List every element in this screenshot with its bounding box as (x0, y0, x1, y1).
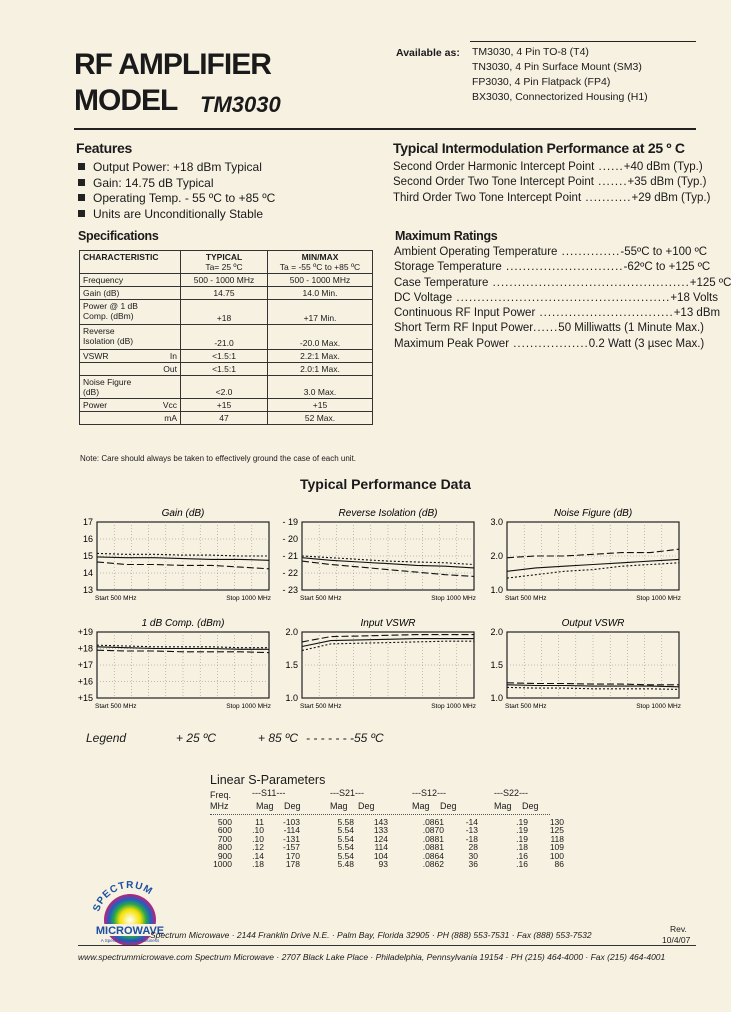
x-stop-label: Stop 1000 MHz (431, 595, 476, 602)
sparams-group-s12: ---S12--- (412, 788, 447, 798)
sparam-cell: 700 (217, 833, 232, 844)
sparam-cell: -18 (465, 833, 478, 844)
sparam-cell: .0870 (422, 825, 444, 836)
series-line (302, 639, 474, 647)
chart-title: Gain (dB) (161, 508, 205, 519)
max-ratings-heading: Maximum Ratings (395, 229, 498, 243)
line-label: Storage Temperature (394, 261, 502, 274)
bullet-icon (78, 179, 85, 186)
sparams-sub-s12: Mag Deg (412, 801, 457, 811)
sparam-cell: 36 (468, 859, 478, 870)
sparam-cell: -103 (282, 817, 300, 827)
footer-date: 10/4/07 (662, 935, 691, 945)
header-rule (74, 128, 696, 130)
table-row (80, 287, 373, 300)
logo-name: MICROWAVE (95, 925, 165, 937)
sparam-cell: 130 (549, 817, 564, 827)
tick-label: +18 (77, 643, 93, 654)
table-row (80, 376, 373, 399)
line-value: +40 dBm (Typ.) (623, 161, 703, 173)
tick-label: 15 (82, 551, 93, 561)
table-row (80, 350, 373, 363)
sparams-sub-s21: Mag Deg (330, 801, 375, 811)
cell-typical: <2.0 (181, 376, 268, 399)
cell-minmax: +17 Min. (268, 300, 373, 325)
chart-title: Input VSWR (360, 618, 416, 629)
cell-minmax: -20.0 Max. (268, 325, 373, 350)
legend-25: + 25 ºC (176, 731, 217, 745)
tick-label: 3.0 (490, 517, 503, 527)
spec-line (394, 306, 721, 321)
sparam-cell: 800 (217, 842, 232, 853)
sparam-cell: 133 (373, 825, 388, 836)
sparam-cell: .0881 (422, 842, 444, 853)
sparams-sub-s22: Mag Deg (494, 801, 539, 811)
feature-text: Output Power: +18 dBm Typical (93, 160, 262, 174)
sparam-cell: 86 (554, 859, 564, 870)
specs-note: Note: Care should always be taken to effectively ground the case of each unit. (80, 454, 357, 463)
list-item (78, 160, 275, 176)
x-stop-label: Stop 1000 MHz (431, 703, 476, 710)
spec-line (394, 245, 708, 260)
cell-characteristic: Gain (dB) (80, 287, 151, 300)
tick-label: - 19 (282, 517, 298, 527)
chart-title: Reverse Isolation (dB) (338, 508, 438, 519)
sparam-cell: .18 (516, 842, 528, 853)
sparams-group-s21: ---S21--- (330, 788, 365, 798)
cell-characteristic: Frequency (80, 274, 151, 287)
feature-text: Operating Temp. - 55 ºC to +85 ºC (93, 191, 276, 205)
cell-sub (150, 287, 181, 300)
cell-sub: Out (150, 363, 181, 376)
cell-minmax: 2.0:1 Max. (268, 363, 373, 376)
performance-heading: Typical Performance Data (300, 476, 471, 492)
sparams-mhz-label: MHz (210, 801, 229, 811)
tick-label: +16 (77, 676, 93, 687)
bullet-icon (78, 210, 85, 217)
x-stop-label: Stop 1000 MHz (636, 703, 681, 710)
chart-6 (490, 618, 681, 710)
cell-characteristic: Reverse Isolation (dB) (80, 325, 151, 350)
cell-sub (150, 300, 181, 325)
sparam-cell: .10 (252, 833, 264, 844)
x-start-label: Start 500 MHz (505, 595, 547, 602)
sparams-rule (210, 814, 550, 815)
leader-dots: .................. (509, 337, 589, 350)
sparam-cell: 5.54 (337, 825, 354, 836)
sparam-cell: -13 (465, 825, 478, 836)
cell-minmax: 500 - 1000 MHz (268, 274, 373, 287)
tick-label: 1.0 (285, 693, 298, 703)
sparam-cell: 30 (468, 850, 478, 861)
leader-dots: ....... (593, 176, 628, 189)
sparam-cell: 178 (285, 859, 300, 870)
cell-typical: <1.5:1 (181, 363, 268, 376)
available-list (472, 45, 648, 105)
sparam-cell: .18 (252, 859, 264, 870)
sparam-cell: 170 (285, 850, 300, 861)
list-item (78, 207, 275, 223)
tick-label: 1.0 (490, 693, 503, 703)
series-line (302, 558, 474, 568)
sparams-freq-label: Freq. (210, 790, 232, 800)
leader-dots: ...... (594, 161, 624, 173)
cell-minmax: 14.0 Min. (268, 287, 373, 300)
footer-rev: Rev. (670, 924, 687, 934)
line-label: Short Term RF Input Power (394, 322, 534, 335)
sparam-cell: 109 (549, 842, 564, 853)
charts-area (60, 500, 710, 725)
cell-characteristic (80, 363, 151, 376)
sparam-cell: .10 (252, 825, 264, 836)
available-label: Available as: (396, 47, 460, 59)
cell-characteristic: Power @ 1 dB Comp. (dBm) (80, 300, 151, 325)
tick-label: 17 (82, 517, 93, 527)
line-value: +29 dBm (Typ.) (631, 191, 711, 204)
sparam-cell: 5.54 (337, 833, 354, 844)
available-item: BX3030, Connectorized Housing (H1) (472, 91, 648, 103)
table-header-row (80, 251, 373, 274)
available-item: TM3030, 4 Pin TO-8 (T4) (472, 46, 589, 58)
tick-label: +15 (77, 693, 93, 703)
sparam-cell: 5.58 (337, 817, 354, 827)
tick-label: 1.5 (285, 660, 298, 670)
logo-tagline: A Spectrum Control Business (100, 938, 160, 943)
line-value: +18 Volts (670, 291, 718, 304)
tick-label: - 21 (282, 551, 298, 561)
line-label: Ambient Operating Temperature (394, 246, 558, 258)
spec-line (394, 321, 705, 336)
list-item (78, 191, 275, 207)
leader-dots: ............................ (501, 261, 624, 274)
x-stop-label: Stop 1000 MHz (226, 595, 271, 602)
title-line2: MODEL (74, 84, 178, 117)
tick-label: 2.0 (490, 551, 503, 561)
sparam-cell: .12 (252, 842, 264, 853)
cell-minmax: 2.2:1 Max. (268, 350, 373, 363)
col-minmax: MIN/MAX Ta = -55 ºC to +85 ºC (268, 251, 373, 274)
tick-label: - 23 (282, 585, 298, 595)
line-value: -62ºC to +125 ºC (623, 261, 711, 274)
line-value: +35 dBm (Typ.) (627, 176, 707, 189)
leader-dots: ...... (533, 322, 559, 335)
specs-heading: Specifications (78, 229, 159, 243)
feature-text: Gain: 14.75 dB Typical (93, 175, 214, 190)
chart-title: 1 dB Comp. (dBm) (141, 618, 225, 629)
features-heading: Features (76, 140, 132, 156)
cell-sub (150, 274, 181, 287)
tick-label: 13 (82, 585, 93, 595)
line-value: -55ºC to +100 ºC (620, 246, 708, 258)
sparam-cell: 600 (217, 825, 232, 836)
cell-typical: 47 (181, 412, 268, 425)
chart-5 (285, 618, 476, 710)
spec-line (394, 260, 711, 275)
cell-minmax: 52 Max. (268, 412, 373, 425)
available-item: TN3030, 4 Pin Surface Mount (SM3) (472, 61, 642, 73)
cell-characteristic: Noise Figure (dB) (80, 376, 151, 399)
sparam-cell: -157 (282, 842, 300, 853)
spec-line (393, 160, 703, 175)
sparam-cell: 5.48 (337, 859, 354, 870)
tick-label: 1.0 (490, 585, 503, 595)
sparam-cell: .16 (516, 850, 528, 861)
line-value: 50 Milliwatts (1 Minute Max.) (558, 322, 705, 335)
spec-line (394, 291, 718, 306)
x-start-label: Start 500 MHz (300, 703, 342, 710)
line-value: +125 ºC (689, 276, 731, 289)
list-item (78, 176, 275, 192)
sparam-cell: 100 (549, 850, 564, 861)
tick-label: +17 (77, 660, 93, 670)
sparam-cell: 28 (468, 842, 478, 853)
chart-1 (83, 508, 271, 602)
line-label: Maximum Peak Power (394, 337, 510, 350)
sparam-cell: 900 (217, 850, 232, 861)
line-label: Second Order Harmonic Intercept Point (393, 161, 595, 173)
cell-typical: +15 (181, 399, 268, 412)
cell-typical: <1.5:1 (181, 350, 268, 363)
line-label: DC Voltage (394, 291, 453, 304)
footer-line2: www.spectrummicrowave.com Spectrum Microwave · 2707 Black Lake Place · Philadelphia, Pennsylvania 19154 · PH (215) 464-4000 · Fax (215) 464-4001 (78, 952, 666, 962)
bullet-icon (78, 194, 85, 201)
tick-label: 2.0 (490, 627, 503, 637)
available-item: FP3030, 4 Pin Flatpack (FP4) (472, 76, 611, 88)
x-stop-label: Stop 1000 MHz (226, 703, 271, 710)
sparam-cell: .16 (516, 859, 528, 870)
cell-sub: mA (150, 412, 181, 425)
series-line (302, 641, 474, 650)
sparam-cell: 114 (374, 842, 388, 853)
table-row (80, 325, 373, 350)
sparam-cell: 118 (550, 833, 564, 844)
chart-title: Noise Figure (dB) (553, 508, 633, 519)
cell-characteristic: Power (80, 399, 151, 412)
chart-title: Output VSWR (561, 618, 625, 629)
spectrum-logo (84, 880, 176, 952)
cell-typical: 14.75 (181, 287, 268, 300)
sparams-table (208, 818, 566, 868)
cell-typical: -21.0 (181, 325, 268, 350)
cell-sub (150, 325, 181, 350)
sparam-cell: .0861 (422, 817, 444, 827)
tick-label: +19 (77, 627, 93, 637)
sparam-cell: 500 (217, 817, 232, 827)
spec-line (393, 175, 707, 190)
model-number: TM3030 (200, 92, 281, 117)
sparam-cell: .19 (516, 817, 528, 827)
leader-dots: .............. (557, 246, 621, 258)
sparam-cell: 5.54 (337, 842, 354, 853)
intermod-list (393, 160, 711, 206)
leader-dots: ................................ (535, 307, 674, 320)
series-line (97, 557, 269, 560)
intermod-heading: Typical Intermodulation Performance at 25 º C (393, 140, 685, 156)
tick-label: 2.0 (285, 627, 298, 637)
line-label: Continuous RF Input Power (394, 307, 536, 320)
x-start-label: Start 500 MHz (95, 595, 137, 602)
tick-label: 14 (82, 568, 93, 578)
title-line1: RF AMPLIFIER (74, 48, 271, 81)
sparam-cell: 125 (549, 825, 564, 836)
cell-characteristic: VSWR (80, 350, 151, 363)
sparam-cell: -14 (465, 817, 478, 827)
leader-dots: ............................................... (488, 276, 690, 289)
col-typical: TYPICAL Ta= 25 ºC (181, 251, 268, 274)
legend-label: Legend (86, 731, 127, 745)
x-start-label: Start 500 MHz (95, 703, 137, 710)
sparam-cell: .19 (516, 833, 528, 844)
footer-line1: Spectrum Microwave · 2144 Franklin Drive N.E. · Palm Bay, Florida 32905 · PH (888) 553-7531 · Fax (888) 553-7532 (150, 930, 592, 940)
sparam-cell: .19 (516, 825, 528, 836)
sparam-cell: -131 (282, 833, 300, 844)
chart-4 (78, 618, 271, 710)
line-label: Second Order Two Tone Intercept Point (393, 176, 594, 189)
sparam-cell: 5.54 (337, 850, 354, 861)
spec-line (394, 276, 731, 291)
legend-85: + 85 ºC (258, 731, 299, 745)
sparams-group-s11: ---S11--- (252, 788, 286, 798)
sparam-cell: 93 (378, 859, 388, 870)
sparam-cell: .0862 (422, 859, 444, 870)
table-row (80, 399, 373, 412)
chart-2 (282, 508, 476, 602)
x-start-label: Start 500 MHz (505, 703, 547, 710)
cell-sub: Vcc (150, 399, 181, 412)
cell-typical: 500 - 1000 MHz (181, 274, 268, 287)
line-label: Third Order Two Tone Intercept Point (393, 191, 582, 204)
col-characteristic: CHARACTERISTIC (80, 251, 181, 274)
line-value: 0.2 Watt (3 µsec Max.) (588, 337, 705, 350)
table-row (80, 412, 373, 425)
sparam-cell: 104 (373, 850, 388, 861)
series-line (507, 549, 679, 558)
footer-rule (78, 945, 696, 946)
tick-label: 16 (82, 534, 93, 544)
tick-label: - 20 (282, 534, 298, 544)
features-list (78, 160, 275, 222)
table-row (80, 300, 373, 325)
chart-3 (490, 508, 681, 602)
logo-arc-text: SPECTRUM (91, 880, 155, 914)
feature-text: Units are Unconditionally Stable (93, 206, 264, 221)
leader-dots: ................................................... (452, 291, 671, 304)
table-row (80, 363, 373, 376)
x-start-label: Start 500 MHz (300, 595, 342, 602)
sparam-cell: 1000 (213, 859, 232, 870)
sparam-cell: .14 (252, 850, 264, 861)
sparam-cell: 143 (373, 817, 388, 827)
sparam-cell: -114 (283, 825, 300, 836)
cell-characteristic (80, 412, 151, 425)
specs-table (79, 250, 373, 425)
leader-dots: ........... (581, 191, 632, 204)
line-value: +13 dBm (673, 307, 721, 320)
tick-label: 1.5 (490, 660, 503, 670)
table-row (208, 860, 566, 868)
cell-minmax: 3.0 Max. (268, 376, 373, 399)
spec-line (393, 191, 711, 206)
x-stop-label: Stop 1000 MHz (636, 595, 681, 602)
cell-minmax: +15 (268, 399, 373, 412)
table-row (80, 274, 373, 287)
sparam-cell: .0864 (422, 850, 444, 861)
bullet-icon (78, 163, 85, 170)
sparams-heading: Linear S-Parameters (210, 773, 326, 787)
line-label: Case Temperature (394, 276, 489, 289)
max-ratings-list (394, 245, 731, 352)
sparams-group-s22: ---S22--- (494, 788, 529, 798)
sparam-cell: 124 (373, 833, 388, 844)
legend-55: - - - - - - -55 ºC (306, 731, 384, 745)
cell-typical: +18 (181, 300, 268, 325)
cell-sub: In (150, 350, 181, 363)
sparam-cell: 11 (255, 817, 264, 827)
tick-label: - 22 (282, 568, 298, 578)
spec-line (394, 337, 705, 352)
sparams-sub-s11: Mag Deg (256, 801, 301, 811)
header-rule-top (470, 41, 696, 42)
cell-sub (150, 376, 181, 399)
sparam-cell: .0881 (422, 833, 444, 844)
